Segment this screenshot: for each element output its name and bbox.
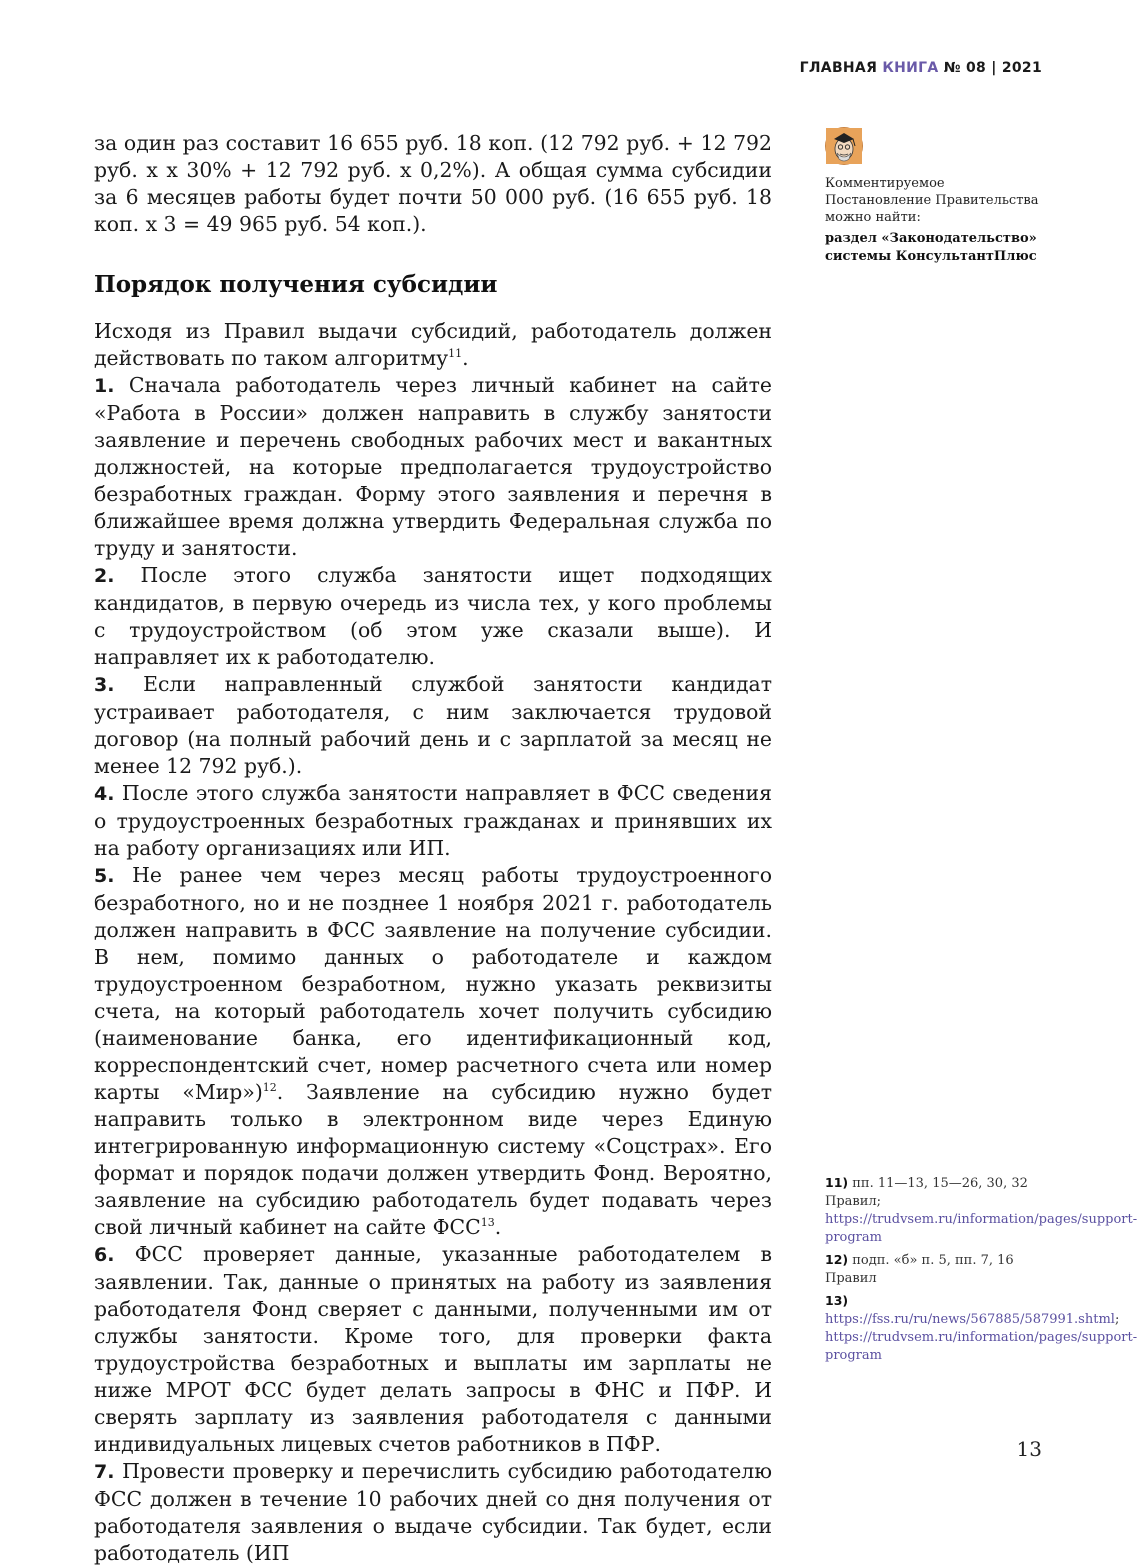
- author-avatar: [825, 127, 863, 165]
- lead-text: Исходя из Правил выдачи субсидий, работодатель должен действовать по таком алгоритму: [94, 319, 772, 370]
- step-5: [94, 862, 772, 1241]
- page-number: 13: [1016, 1437, 1042, 1461]
- brand-name-accent: КНИГА: [882, 60, 939, 76]
- section-title: Порядок получения субсидии: [94, 271, 498, 298]
- footnote-number: 11): [825, 1175, 849, 1190]
- sidebar-note-source: раздел «Законодательство» системы КонсультантПлюс: [825, 231, 1037, 264]
- step-text: Провести проверку и перечислить субсидию работодателю ФСС должен в течение 10 рабочих дней со дня получения от работодателя заявления о выдаче субсидии. Так будет, если работодатель (ИП: [94, 1459, 773, 1565]
- footnote-number: 13): [825, 1293, 849, 1308]
- brand-name: ГЛАВНАЯ: [799, 60, 878, 76]
- step-text: После этого служба занятости ищет подходящих кандидатов, в первую очередь из числа тех, у кого проблемы с трудоустройством (об этом уже сказали выше). И направляет их к работодателю.: [94, 563, 773, 669]
- footnote-ref-13[interactable]: 13: [480, 1216, 495, 1230]
- step-number: 2.: [94, 565, 115, 587]
- footnote-separator: ;: [1114, 1312, 1120, 1327]
- step-text-end: .: [494, 1215, 502, 1239]
- sidebar-note: [825, 127, 1050, 266]
- footnote-13: [825, 1292, 1137, 1365]
- lead-paragraph: [94, 318, 772, 372]
- step-text-continued: . Заявление на субсидию нужно будет направить только в электронном виде через Единую интегрированную информационную систему «Соцстрах». Его формат и порядок подачи должен утвердить Фонд. Вероятно, заявление на субсидию работодатель будет подавать через свой личный кабинет на сайте ФСС: [94, 1080, 772, 1239]
- footnote-text: подп. «б» п. 5, пп. 7, 16 Правил: [825, 1253, 1014, 1286]
- step-3: [94, 671, 772, 780]
- footnotes: [825, 1174, 1137, 1369]
- step-4: [94, 780, 772, 862]
- sidebar-note-text: Комментируемое Постановление Правительства можно найти:: [825, 176, 1039, 225]
- intro-paragraph: за один раз составит 16 655 руб. 18 коп. (12 792 руб. + 12 792 руб. х х 30% + 12 792 руб. х 0,2%). А общая сумма субсидии за 6 месяцев работы будет почти 50 000 руб. (16 655 руб. 18 коп. х 3 = 49 965 руб. 54 коп.).: [94, 131, 772, 236]
- step-number: 5.: [94, 865, 115, 887]
- step-number: 7.: [94, 1461, 115, 1483]
- step-text: После этого служба занятости направляет в ФСС сведения о трудоустроенных безработных гражданах и принявших их на работу организациях или ИП.: [94, 781, 772, 860]
- lead-end: .: [462, 346, 469, 370]
- step-text: Не ранее чем через месяц работы трудоустроенного безработного, но и не позднее 1 ноября 2021 г. работодатель должен направить в ФСС заявление на получение субсидии. В нем, помимо данных о работодателе и каждом трудоустроенном безработном, нужно указать реквизиты счета, на который работодатель хочет получить субсидию (наименование банка, его идентификационный код, корреспондентский счет, номер расчетного счета или номер карты «Мир»): [94, 863, 773, 1104]
- footnote-link[interactable]: https://trudvsem.ru/information/pages/support-program: [825, 1212, 1137, 1245]
- masthead: [800, 60, 1042, 76]
- avatar-illustration-icon: [826, 128, 862, 164]
- step-number: 6.: [94, 1244, 115, 1266]
- step-2: [94, 562, 772, 671]
- footnote-ref-11[interactable]: 11: [448, 347, 463, 361]
- issue-number: № 08 | 2021: [943, 60, 1042, 76]
- step-text: Если направленный службой занятости кандидат устраивает работодателя, с ним заключается трудовой договор (на полный рабочий день и с зарплатой за месяц не менее 12 792 руб.).: [94, 672, 772, 778]
- footnote-link[interactable]: https://trudvsem.ru/information/pages/support-program: [825, 1330, 1137, 1363]
- step-7: [94, 1458, 772, 1567]
- step-1: [94, 372, 772, 562]
- footnote-ref-12[interactable]: 12: [262, 1081, 277, 1095]
- footnote-12: [825, 1251, 1050, 1288]
- step-number: 1.: [94, 375, 115, 397]
- step-text: Сначала работодатель через личный кабинет на сайте «Работа в России» должен направить в службу занятости заявление и перечень свободных рабочих мест и вакантных должностей, на которые предполагается трудоустройство безработных граждан. Форму этого заявления и перечня в ближайшее время должна утвердить Федеральная служба по труду и занятости.: [94, 373, 772, 560]
- step-number: 3.: [94, 674, 115, 696]
- footnote-text: пп. 11—13, 15—26, 30, 32 Правил;: [825, 1176, 1028, 1209]
- step-number: 4.: [94, 783, 115, 805]
- footnote-link[interactable]: https://fss.ru/ru/news/567885/587991.shtml: [825, 1312, 1115, 1327]
- footnote-number: 12): [825, 1252, 849, 1267]
- footnote-11: [825, 1174, 1137, 1247]
- main-column: [94, 130, 772, 1567]
- step-text: ФСС проверяет данные, указанные работодателем в заявлении. Так, данные о принятых на работу из заявления работодателя Фонд сверяет с данными, полученными им от службы занятости. Кроме того, для проверки факта трудоустройства безработных и выплаты им зарплаты не ниже МРОТ ФСС будет делать запросы в ФНС и ПФР. И сверять зарплату из заявления работодателя с данными индивидуальных лицевых счетов работников в ПФР.: [94, 1242, 772, 1456]
- step-6: [94, 1241, 772, 1458]
